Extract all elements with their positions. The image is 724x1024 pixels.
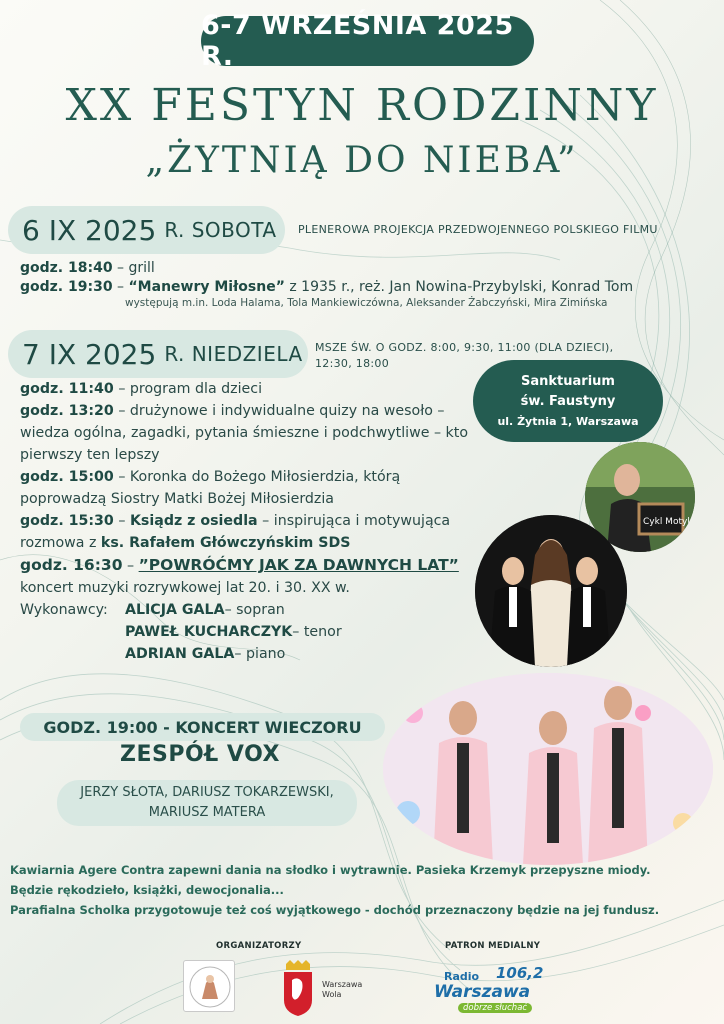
performer-row: Wykonawcy: ALICJA GALA – sopran xyxy=(20,602,285,618)
radio-warszawa-logo: Radio 106,2 Warszawa dobrze słuchać xyxy=(434,964,544,1013)
extra-info xyxy=(10,860,720,920)
festival-date: 6-7 WRZEŚNIA 2025 R. xyxy=(201,16,534,66)
day2-schedule xyxy=(20,378,490,665)
day2-header xyxy=(8,330,308,378)
day1-item-film: godz. 19:30 – “Manewry Miłosne” z 1935 r., reż. Jan Nowina-Przybylski, Konrad Tom xyxy=(20,279,634,295)
day1-note: PLENEROWA PROJEKCJA PRZEDWOJENNEGO POLSKIEGO FILMU xyxy=(298,223,658,236)
schedule-item: godz. 15:00 – Koronka do Bożego Miłosierdzia, którą poprowadzą Siostry Matki Bożej Miłosierdzia xyxy=(20,469,401,507)
day2-weekday: R. NIEDZIELA xyxy=(164,342,303,366)
day1-weekday: R. SOBOTA xyxy=(164,218,277,242)
day2-date: 7 IX 2025 xyxy=(22,337,157,371)
info-line: Parafialna Scholka przygotowuje też coś wyjątkowego - dochód przeznaczony będzie na jej fundusz. xyxy=(10,903,660,917)
mass-times: MSZE ŚW. O GODZ. 8:00, 9:30, 11:00 (DLA DZIECI), 12:30, 18:00 xyxy=(315,341,614,370)
warsaw-wola-text: Warszawa Wola xyxy=(322,980,363,999)
vox-band-photo xyxy=(383,673,713,865)
concert-item: godz. 16:30 – ”POWRÓĆMY JAK ZA DAWNYCH LAT” xyxy=(20,556,459,574)
parish-logo xyxy=(183,960,235,1012)
day1-date: 6 IX 2025 xyxy=(22,213,157,247)
info-line: Będzie rękodzieło, książki, dewocjonalia... xyxy=(10,883,284,897)
band-name: ZESPÓŁ VOX xyxy=(120,742,280,767)
schedule-item: godz. 13:20 – drużynowe i indywidualne quizy na wesoło – wiedza ogólna, zagadki, pytania śmieszne i podchwytliwe – kto pierwszy ten lepszy xyxy=(20,403,469,463)
concert-title: ”POWRÓĆMY JAK ZA DAWNYCH LAT” xyxy=(138,556,459,574)
schedule-item: godz. 15:30 – Ksiądz z osiedla – inspirująca i motywująca rozmowa z ks. Rafałem Główczyńskim SDS xyxy=(20,513,451,551)
festival-subtitle: „ŻYTNIĄ DO NIEBA” xyxy=(145,140,579,181)
organizers-label: ORGANIZATORZY xyxy=(216,941,302,951)
concert-desc: koncert muzyki rozrywkowej lat 20. i 30. XX w. xyxy=(20,580,350,596)
performer-row: PAWEŁ KUCHARCZYK – tenor xyxy=(125,624,342,640)
evening-concert-label: GODZ. 19:00 - KONCERT WIECZORU xyxy=(20,713,385,741)
sign-text: Cykl Motyl xyxy=(643,517,690,527)
patron-label: PATRON MEDIALNY xyxy=(445,941,541,951)
warsaw-crest-icon xyxy=(280,958,316,1018)
day1-header xyxy=(8,206,285,254)
festival-title: XX FESTYN RODZINNY xyxy=(65,80,659,131)
day1-item-grill: godz. 18:40 – grill xyxy=(20,260,155,276)
band-members: JERZY SŁOTA, DARIUSZ TOKARZEWSKI, MARIUSZ MATERA xyxy=(57,780,357,826)
schedule-item: godz. 11:40 – program dla dzieci xyxy=(20,381,263,397)
singers-photo xyxy=(475,515,627,667)
info-line: Kawiarnia Agere Contra zapewni dania na słodko i wytrawnie. Pasieka Krzemyk przepyszne miody. xyxy=(10,863,651,877)
performer-row: ADRIAN GALA – piano xyxy=(125,646,286,662)
venue-badge: Sanktuarium św. Faustyny ul. Żytnia 1, Warszawa xyxy=(473,360,663,442)
film-cast: występują m.in. Loda Halama, Tola Mankiewiczówna, Aleksander Żabczyński, Mira Zimińska xyxy=(125,297,608,309)
